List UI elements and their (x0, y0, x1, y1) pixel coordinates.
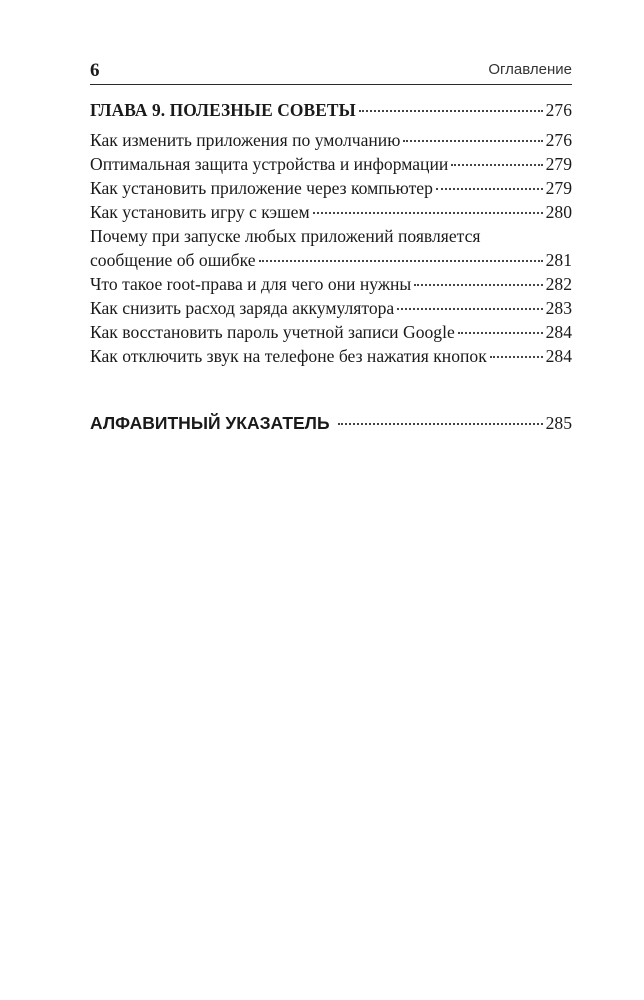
toc-entry-continuation (90, 250, 572, 274)
toc-entry-page: 284 (545, 346, 572, 366)
dot-leader (451, 164, 542, 166)
toc-entry-page: 276 (545, 130, 572, 150)
toc-entry-page: 279 (545, 154, 572, 174)
toc-entry[interactable] (90, 298, 572, 322)
toc-entry[interactable] (90, 346, 572, 370)
dot-leader (403, 140, 542, 142)
toc-entry-title: Как отключить звук на телефоне без нажатия кнопок (90, 346, 487, 366)
dot-leader (397, 308, 542, 310)
toc-entry-page: 281 (545, 250, 572, 270)
toc-index-entry[interactable] (90, 413, 572, 437)
toc-entry-title-line1: Почему при запуске любых приложений появляется (90, 226, 481, 246)
running-header (90, 58, 572, 85)
toc-entry-title: Как изменить приложения по умолчанию (90, 130, 401, 150)
dot-leader (359, 110, 543, 112)
index-title: АЛФАВИТНЫЙ УКАЗАТЕЛЬ (90, 413, 330, 433)
dot-leader (490, 356, 543, 358)
dot-leader (458, 332, 543, 334)
toc-entry-title: Что такое root-права и для чего они нужны (90, 274, 412, 294)
toc-entry[interactable] (90, 274, 572, 298)
table-of-contents (90, 100, 572, 437)
toc-entry-title: Как установить приложение через компьютер (90, 178, 433, 198)
section-title: Оглавление (488, 61, 572, 78)
toc-entry-title: Как установить игру с кэшем (90, 202, 310, 222)
page-number: 6 (90, 60, 100, 81)
toc-entry[interactable] (90, 202, 572, 226)
toc-entry-multiline[interactable] (90, 226, 572, 274)
toc-entry[interactable] (90, 322, 572, 346)
toc-entry-page: 283 (545, 298, 572, 318)
toc-entry[interactable] (90, 130, 572, 154)
toc-entry-page: 280 (545, 202, 572, 222)
dot-leader (414, 284, 542, 286)
index-page: 285 (545, 413, 572, 433)
toc-entry-title-line2: сообщение об ошибке (90, 250, 256, 270)
toc-entry-title: Как восстановить пароль учетной записи Google (90, 322, 455, 342)
dot-leader (338, 423, 543, 425)
toc-entry-title: Оптимальная защита устройства и информации (90, 154, 449, 174)
toc-chapter-heading[interactable] (90, 100, 572, 124)
dot-leader (313, 212, 543, 214)
toc-entry-page: 279 (545, 178, 572, 198)
toc-entry[interactable] (90, 154, 572, 178)
toc-entry[interactable] (90, 178, 572, 202)
toc-entry-page: 284 (545, 322, 572, 342)
chapter-title: ГЛАВА 9. ПОЛЕЗНЫЕ СОВЕТЫ (90, 100, 356, 120)
dot-leader (436, 188, 543, 190)
chapter-page: 276 (545, 100, 572, 120)
dot-leader (259, 260, 543, 262)
toc-entry-page: 282 (545, 274, 572, 294)
toc-entry-title: Как снизить расход заряда аккумулятора (90, 298, 395, 318)
